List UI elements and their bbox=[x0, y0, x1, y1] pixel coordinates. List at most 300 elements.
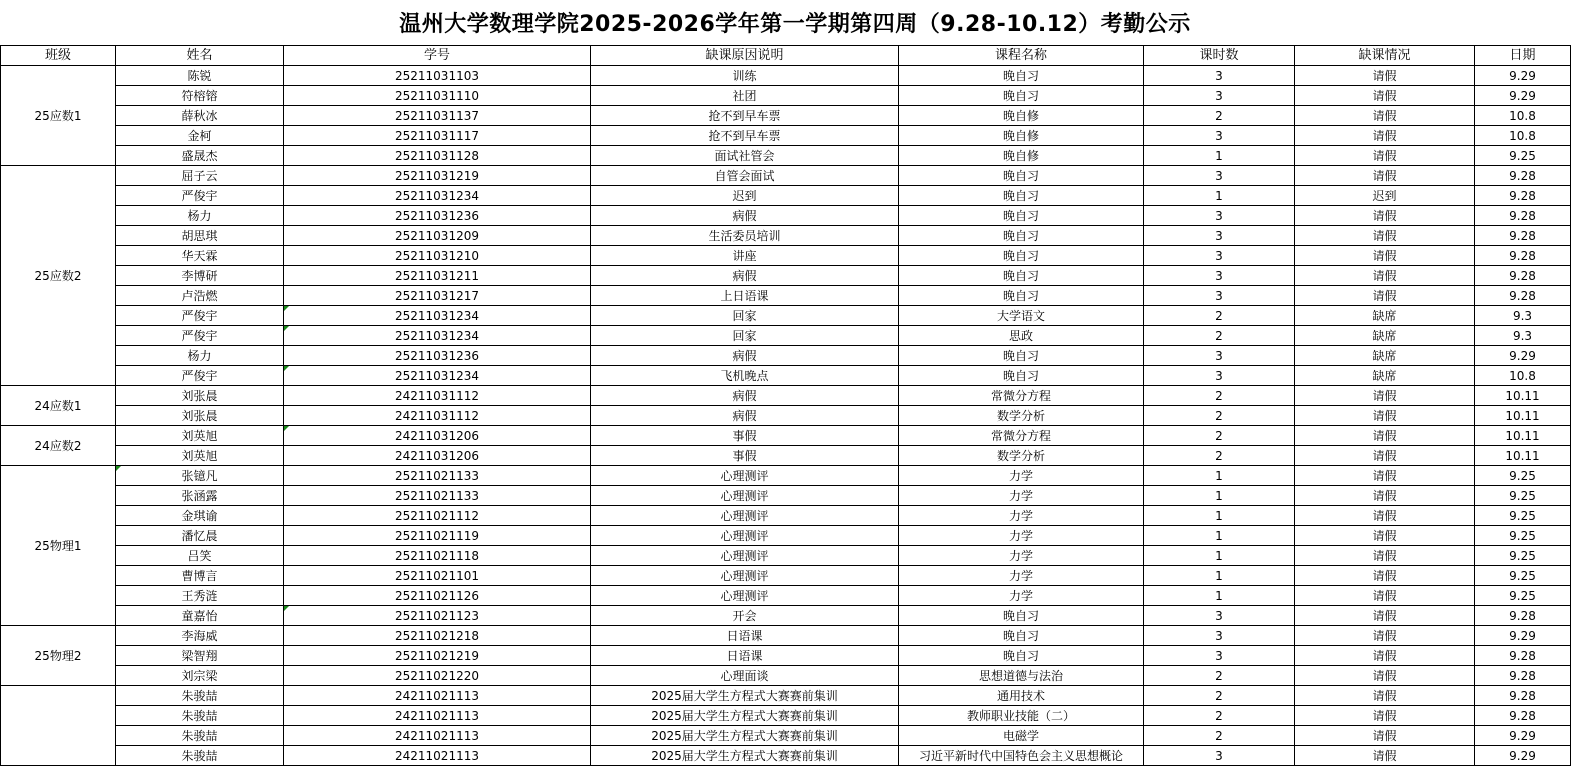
table-row bbox=[1, 346, 1571, 366]
status-cell[interactable]: 请假 bbox=[1295, 726, 1475, 746]
status-cell[interactable]: 请假 bbox=[1295, 546, 1475, 566]
student-name-cell[interactable]: 李博研 bbox=[116, 266, 284, 286]
hours-cell[interactable]: 2 bbox=[1144, 106, 1295, 126]
table-row bbox=[1, 366, 1571, 386]
hours-cell[interactable]: 1 bbox=[1144, 566, 1295, 586]
hours-cell[interactable]: 3 bbox=[1144, 346, 1295, 366]
course-cell[interactable]: 晚自修 bbox=[899, 106, 1144, 126]
course-cell[interactable]: 习近平新时代中国特色会主义思想概论 bbox=[899, 746, 1144, 766]
table-row bbox=[1, 306, 1571, 326]
student-id-cell[interactable]: 25211031117 bbox=[284, 126, 591, 146]
student-name-cell[interactable]: 盛晟杰 bbox=[116, 146, 284, 166]
date-cell[interactable]: 9.25 bbox=[1475, 506, 1571, 526]
date-cell[interactable]: 9.25 bbox=[1475, 146, 1571, 166]
reason-cell[interactable]: 心理测评 bbox=[591, 466, 899, 486]
status-cell[interactable]: 请假 bbox=[1295, 486, 1475, 506]
status-cell[interactable]: 请假 bbox=[1295, 246, 1475, 266]
reason-cell[interactable]: 飞机晚点 bbox=[591, 366, 899, 386]
course-cell[interactable]: 晚自习 bbox=[899, 86, 1144, 106]
status-cell[interactable]: 请假 bbox=[1295, 386, 1475, 406]
reason-cell[interactable]: 2025届大学生方程式大赛赛前集训 bbox=[591, 706, 899, 726]
student-name-cell[interactable]: 刘张晨 bbox=[116, 386, 284, 406]
hours-cell[interactable]: 2 bbox=[1144, 446, 1295, 466]
class-cell[interactable] bbox=[1, 686, 116, 766]
reason-cell[interactable]: 日语课 bbox=[591, 626, 899, 646]
student-id-cell[interactable]: 25211021220 bbox=[284, 666, 591, 686]
student-name-cell[interactable]: 卢浩燃 bbox=[116, 286, 284, 306]
hours-cell[interactable]: 2 bbox=[1144, 666, 1295, 686]
student-name-cell[interactable]: 童嘉怡 bbox=[116, 606, 284, 626]
student-name-cell[interactable]: 张镱凡 bbox=[116, 466, 284, 486]
status-cell[interactable]: 请假 bbox=[1295, 126, 1475, 146]
course-cell[interactable]: 晚自习 bbox=[899, 66, 1144, 86]
page-title: 温州大学数理学院2025-2026学年第一学期第四周（9.28-10.12）考勤公示 bbox=[399, 12, 1191, 37]
date-cell[interactable]: 10.11 bbox=[1475, 406, 1571, 426]
date-cell[interactable]: 10.11 bbox=[1475, 426, 1571, 446]
student-name-cell[interactable]: 符榕镕 bbox=[116, 86, 284, 106]
student-name-cell[interactable]: 潘忆晨 bbox=[116, 526, 284, 546]
reason-cell[interactable]: 病假 bbox=[591, 406, 899, 426]
status-cell[interactable]: 请假 bbox=[1295, 506, 1475, 526]
student-id-cell[interactable]: 25211021123 bbox=[284, 606, 591, 626]
attendance-table bbox=[0, 45, 1571, 766]
hours-cell[interactable]: 3 bbox=[1144, 626, 1295, 646]
student-id-cell[interactable]: 24211021113 bbox=[284, 706, 591, 726]
student-name-cell[interactable]: 严俊宇 bbox=[116, 366, 284, 386]
date-cell[interactable]: 9.28 bbox=[1475, 686, 1571, 706]
course-cell[interactable]: 晚自习 bbox=[899, 166, 1144, 186]
table-row bbox=[1, 646, 1571, 666]
status-cell[interactable]: 请假 bbox=[1295, 686, 1475, 706]
course-cell[interactable]: 通用技术 bbox=[899, 686, 1144, 706]
date-cell[interactable]: 10.8 bbox=[1475, 126, 1571, 146]
student-id-cell[interactable]: 25211031236 bbox=[284, 346, 591, 366]
course-cell[interactable]: 晚自习 bbox=[899, 206, 1144, 226]
reason-cell[interactable]: 病假 bbox=[591, 386, 899, 406]
hours-cell[interactable]: 3 bbox=[1144, 606, 1295, 626]
date-cell[interactable]: 9.29 bbox=[1475, 66, 1571, 86]
student-name-cell[interactable]: 屈子云 bbox=[116, 166, 284, 186]
hours-cell[interactable]: 3 bbox=[1144, 746, 1295, 766]
reason-cell[interactable]: 回家 bbox=[591, 326, 899, 346]
date-cell[interactable]: 10.11 bbox=[1475, 446, 1571, 466]
reason-cell[interactable]: 心理面谈 bbox=[591, 666, 899, 686]
status-cell[interactable]: 请假 bbox=[1295, 206, 1475, 226]
status-cell[interactable]: 请假 bbox=[1295, 406, 1475, 426]
hours-cell[interactable]: 1 bbox=[1144, 486, 1295, 506]
table-row bbox=[1, 586, 1571, 606]
header-course[interactable]: 课程名称 bbox=[899, 46, 1144, 66]
status-cell[interactable]: 缺席 bbox=[1295, 346, 1475, 366]
date-cell[interactable]: 9.28 bbox=[1475, 286, 1571, 306]
status-cell[interactable]: 请假 bbox=[1295, 626, 1475, 646]
reason-cell[interactable]: 病假 bbox=[591, 266, 899, 286]
date-cell[interactable]: 9.29 bbox=[1475, 746, 1571, 766]
date-cell[interactable]: 9.29 bbox=[1475, 626, 1571, 646]
table-row bbox=[1, 426, 1571, 446]
student-name-cell[interactable]: 严俊宇 bbox=[116, 306, 284, 326]
date-cell[interactable]: 9.28 bbox=[1475, 646, 1571, 666]
hours-cell[interactable]: 1 bbox=[1144, 466, 1295, 486]
status-cell[interactable]: 请假 bbox=[1295, 586, 1475, 606]
status-cell[interactable]: 缺席 bbox=[1295, 366, 1475, 386]
course-cell[interactable]: 电磁学 bbox=[899, 726, 1144, 746]
table-row bbox=[1, 506, 1571, 526]
date-cell[interactable]: 9.25 bbox=[1475, 546, 1571, 566]
student-name-cell[interactable]: 朱骏喆 bbox=[116, 686, 284, 706]
status-cell[interactable]: 请假 bbox=[1295, 646, 1475, 666]
hours-cell[interactable]: 1 bbox=[1144, 546, 1295, 566]
student-name-cell[interactable]: 杨力 bbox=[116, 346, 284, 366]
course-cell[interactable]: 晚自习 bbox=[899, 606, 1144, 626]
reason-cell[interactable]: 社团 bbox=[591, 86, 899, 106]
student-id-cell[interactable]: 25211021101 bbox=[284, 566, 591, 586]
student-id-cell[interactable]: 25211021133 bbox=[284, 486, 591, 506]
table-row bbox=[1, 146, 1571, 166]
hours-cell[interactable]: 2 bbox=[1144, 406, 1295, 426]
reason-cell[interactable]: 开会 bbox=[591, 606, 899, 626]
date-cell[interactable]: 9.28 bbox=[1475, 166, 1571, 186]
reason-cell[interactable]: 讲座 bbox=[591, 246, 899, 266]
course-cell[interactable]: 晚自习 bbox=[899, 246, 1144, 266]
student-id-cell[interactable]: 25211021133 bbox=[284, 466, 591, 486]
student-id-cell[interactable]: 25211031128 bbox=[284, 146, 591, 166]
table-row bbox=[1, 86, 1571, 106]
status-cell[interactable]: 请假 bbox=[1295, 666, 1475, 686]
date-cell[interactable]: 9.25 bbox=[1475, 526, 1571, 546]
reason-cell[interactable]: 病假 bbox=[591, 346, 899, 366]
table-row bbox=[1, 106, 1571, 126]
student-id-cell[interactable]: 25211031236 bbox=[284, 206, 591, 226]
date-cell[interactable]: 9.28 bbox=[1475, 606, 1571, 626]
student-name-cell[interactable]: 张涵露 bbox=[116, 486, 284, 506]
reason-cell[interactable]: 面试社管会 bbox=[591, 146, 899, 166]
status-cell[interactable]: 请假 bbox=[1295, 526, 1475, 546]
status-cell[interactable]: 迟到 bbox=[1295, 186, 1475, 206]
date-cell[interactable]: 9.28 bbox=[1475, 246, 1571, 266]
table-row bbox=[1, 686, 1571, 706]
status-cell[interactable]: 请假 bbox=[1295, 746, 1475, 766]
date-cell[interactable]: 9.28 bbox=[1475, 666, 1571, 686]
student-name-cell[interactable]: 朱骏喆 bbox=[116, 706, 284, 726]
reason-cell[interactable]: 心理测评 bbox=[591, 566, 899, 586]
student-name-cell[interactable]: 金柯 bbox=[116, 126, 284, 146]
course-cell[interactable]: 晚自修 bbox=[899, 146, 1144, 166]
student-id-cell[interactable]: 25211021119 bbox=[284, 526, 591, 546]
course-cell[interactable]: 数学分析 bbox=[899, 406, 1144, 426]
status-cell[interactable]: 缺席 bbox=[1295, 306, 1475, 326]
date-cell[interactable]: 9.25 bbox=[1475, 586, 1571, 606]
hours-cell[interactable]: 3 bbox=[1144, 286, 1295, 306]
student-name-cell[interactable]: 刘张晨 bbox=[116, 406, 284, 426]
table-row bbox=[1, 246, 1571, 266]
hours-cell[interactable]: 3 bbox=[1144, 166, 1295, 186]
course-cell[interactable]: 晚自修 bbox=[899, 126, 1144, 146]
student-name-cell[interactable]: 梁智翔 bbox=[116, 646, 284, 666]
date-cell[interactable]: 9.3 bbox=[1475, 326, 1571, 346]
status-cell[interactable]: 请假 bbox=[1295, 226, 1475, 246]
table-row bbox=[1, 206, 1571, 226]
class-cell[interactable]: 25物理2 bbox=[1, 626, 116, 686]
table-row bbox=[1, 706, 1571, 726]
course-cell[interactable]: 力学 bbox=[899, 526, 1144, 546]
hours-cell[interactable]: 2 bbox=[1144, 686, 1295, 706]
status-cell[interactable]: 请假 bbox=[1295, 566, 1475, 586]
table-row bbox=[1, 566, 1571, 586]
student-id-cell[interactable]: 25211021112 bbox=[284, 506, 591, 526]
date-cell[interactable]: 9.25 bbox=[1475, 486, 1571, 506]
table-row bbox=[1, 726, 1571, 746]
student-name-cell[interactable]: 刘英旭 bbox=[116, 446, 284, 466]
table-row bbox=[1, 466, 1571, 486]
class-cell[interactable]: 25应数1 bbox=[1, 66, 116, 166]
student-name-cell[interactable]: 曹博言 bbox=[116, 566, 284, 586]
date-cell[interactable]: 9.28 bbox=[1475, 266, 1571, 286]
status-cell[interactable]: 请假 bbox=[1295, 86, 1475, 106]
date-cell[interactable]: 9.3 bbox=[1475, 306, 1571, 326]
table-row bbox=[1, 286, 1571, 306]
table-row bbox=[1, 326, 1571, 346]
hours-cell[interactable]: 3 bbox=[1144, 226, 1295, 246]
date-cell[interactable]: 9.29 bbox=[1475, 346, 1571, 366]
hours-cell[interactable]: 2 bbox=[1144, 306, 1295, 326]
header-name[interactable]: 姓名 bbox=[116, 46, 284, 66]
course-cell[interactable]: 晚自习 bbox=[899, 646, 1144, 666]
student-name-cell[interactable]: 朱骏喆 bbox=[116, 746, 284, 766]
hours-cell[interactable]: 1 bbox=[1144, 586, 1295, 606]
course-cell[interactable]: 常微分方程 bbox=[899, 386, 1144, 406]
status-cell[interactable]: 请假 bbox=[1295, 166, 1475, 186]
reason-cell[interactable]: 2025届大学生方程式大赛赛前集训 bbox=[591, 686, 899, 706]
course-cell[interactable]: 思政 bbox=[899, 326, 1144, 346]
hours-cell[interactable]: 3 bbox=[1144, 206, 1295, 226]
table-row bbox=[1, 626, 1571, 646]
status-cell[interactable]: 请假 bbox=[1295, 146, 1475, 166]
student-id-cell[interactable]: 24211031112 bbox=[284, 406, 591, 426]
student-id-cell[interactable]: 24211031206 bbox=[284, 426, 591, 446]
status-cell[interactable]: 请假 bbox=[1295, 286, 1475, 306]
table-row bbox=[1, 746, 1571, 766]
hours-cell[interactable]: 3 bbox=[1144, 86, 1295, 106]
reason-cell[interactable]: 心理测评 bbox=[591, 486, 899, 506]
hours-cell[interactable]: 2 bbox=[1144, 426, 1295, 446]
course-cell[interactable]: 力学 bbox=[899, 486, 1144, 506]
hours-cell[interactable]: 2 bbox=[1144, 706, 1295, 726]
hours-cell[interactable]: 3 bbox=[1144, 366, 1295, 386]
date-cell[interactable]: 10.8 bbox=[1475, 106, 1571, 126]
header-status[interactable]: 缺课情况 bbox=[1295, 46, 1475, 66]
course-cell[interactable]: 晚自习 bbox=[899, 626, 1144, 646]
table-row bbox=[1, 606, 1571, 626]
student-id-cell[interactable]: 24211021113 bbox=[284, 726, 591, 746]
header-student-id[interactable]: 学号 bbox=[284, 46, 591, 66]
student-name-cell[interactable]: 刘英旭 bbox=[116, 426, 284, 446]
date-cell[interactable]: 10.11 bbox=[1475, 386, 1571, 406]
date-cell[interactable]: 9.29 bbox=[1475, 726, 1571, 746]
table-row bbox=[1, 186, 1571, 206]
reason-cell[interactable]: 迟到 bbox=[591, 186, 899, 206]
status-cell[interactable]: 请假 bbox=[1295, 66, 1475, 86]
student-name-cell[interactable]: 吕笑 bbox=[116, 546, 284, 566]
reason-cell[interactable]: 病假 bbox=[591, 206, 899, 226]
hours-cell[interactable]: 2 bbox=[1144, 326, 1295, 346]
student-name-cell[interactable]: 金琪谕 bbox=[116, 506, 284, 526]
student-id-cell[interactable]: 25211021118 bbox=[284, 546, 591, 566]
table-row bbox=[1, 166, 1571, 186]
date-cell[interactable]: 9.28 bbox=[1475, 226, 1571, 246]
student-id-cell[interactable]: 25211021219 bbox=[284, 646, 591, 666]
table-row bbox=[1, 266, 1571, 286]
table-body bbox=[1, 66, 1571, 766]
student-name-cell[interactable]: 严俊宇 bbox=[116, 186, 284, 206]
date-cell[interactable]: 9.28 bbox=[1475, 706, 1571, 726]
table-row bbox=[1, 486, 1571, 506]
status-cell[interactable]: 请假 bbox=[1295, 706, 1475, 726]
hours-cell[interactable]: 2 bbox=[1144, 726, 1295, 746]
reason-cell[interactable]: 心理测评 bbox=[591, 586, 899, 606]
hours-cell[interactable]: 1 bbox=[1144, 506, 1295, 526]
student-id-cell[interactable]: 25211031103 bbox=[284, 66, 591, 86]
reason-cell[interactable]: 2025届大学生方程式大赛赛前集训 bbox=[591, 746, 899, 766]
student-name-cell[interactable]: 朱骏喆 bbox=[116, 726, 284, 746]
date-cell[interactable]: 9.28 bbox=[1475, 186, 1571, 206]
student-id-cell[interactable]: 24211021113 bbox=[284, 686, 591, 706]
course-cell[interactable]: 力学 bbox=[899, 506, 1144, 526]
student-name-cell[interactable]: 华天霖 bbox=[116, 246, 284, 266]
student-name-cell[interactable]: 李海威 bbox=[116, 626, 284, 646]
hours-cell[interactable]: 3 bbox=[1144, 66, 1295, 86]
student-id-cell[interactable]: 24211031206 bbox=[284, 446, 591, 466]
student-name-cell[interactable]: 严俊宇 bbox=[116, 326, 284, 346]
hours-cell[interactable]: 3 bbox=[1144, 246, 1295, 266]
hours-cell[interactable]: 3 bbox=[1144, 646, 1295, 666]
student-name-cell[interactable]: 薛秋冰 bbox=[116, 106, 284, 126]
hours-cell[interactable]: 1 bbox=[1144, 146, 1295, 166]
header-date[interactable]: 日期 bbox=[1475, 46, 1571, 66]
header-reason[interactable]: 缺课原因说明 bbox=[591, 46, 899, 66]
course-cell[interactable]: 力学 bbox=[899, 546, 1144, 566]
status-cell[interactable]: 请假 bbox=[1295, 426, 1475, 446]
reason-cell[interactable]: 上日语课 bbox=[591, 286, 899, 306]
date-cell[interactable]: 9.29 bbox=[1475, 86, 1571, 106]
table-row bbox=[1, 406, 1571, 426]
reason-cell[interactable]: 2025届大学生方程式大赛赛前集训 bbox=[591, 726, 899, 746]
course-cell[interactable]: 常微分方程 bbox=[899, 426, 1144, 446]
table-row bbox=[1, 226, 1571, 246]
course-cell[interactable]: 大学语文 bbox=[899, 306, 1144, 326]
course-cell[interactable]: 教师职业技能（二） bbox=[899, 706, 1144, 726]
date-cell[interactable]: 9.25 bbox=[1475, 466, 1571, 486]
hours-cell[interactable]: 1 bbox=[1144, 186, 1295, 206]
student-id-cell[interactable]: 25211021126 bbox=[284, 586, 591, 606]
table-row bbox=[1, 546, 1571, 566]
course-cell[interactable]: 思想道德与法治 bbox=[899, 666, 1144, 686]
header-row bbox=[1, 46, 1571, 66]
student-id-cell[interactable]: 25211031209 bbox=[284, 226, 591, 246]
title-row bbox=[0, 0, 1590, 45]
table-row bbox=[1, 126, 1571, 146]
class-cell[interactable]: 24应数1 bbox=[1, 386, 116, 426]
table-row bbox=[1, 66, 1571, 86]
student-id-cell[interactable]: 25211031110 bbox=[284, 86, 591, 106]
student-name-cell[interactable]: 刘宗梁 bbox=[116, 666, 284, 686]
status-cell[interactable]: 请假 bbox=[1295, 106, 1475, 126]
student-id-cell[interactable]: 25211021218 bbox=[284, 626, 591, 646]
status-cell[interactable]: 请假 bbox=[1295, 446, 1475, 466]
student-id-cell[interactable]: 25211031219 bbox=[284, 166, 591, 186]
reason-cell[interactable]: 自管会面试 bbox=[591, 166, 899, 186]
class-cell[interactable]: 25物理1 bbox=[1, 466, 116, 626]
status-cell[interactable]: 请假 bbox=[1295, 606, 1475, 626]
reason-cell[interactable]: 心理测评 bbox=[591, 546, 899, 566]
course-cell[interactable]: 晚自习 bbox=[899, 346, 1144, 366]
status-cell[interactable]: 请假 bbox=[1295, 266, 1475, 286]
reason-cell[interactable]: 回家 bbox=[591, 306, 899, 326]
student-id-cell[interactable]: 25211031210 bbox=[284, 246, 591, 266]
student-id-cell[interactable]: 25211031217 bbox=[284, 286, 591, 306]
header-class[interactable]: 班级 bbox=[1, 46, 116, 66]
hours-cell[interactable]: 1 bbox=[1144, 526, 1295, 546]
reason-cell[interactable]: 事假 bbox=[591, 446, 899, 466]
date-cell[interactable]: 9.25 bbox=[1475, 566, 1571, 586]
student-id-cell[interactable]: 24211021113 bbox=[284, 746, 591, 766]
status-cell[interactable]: 缺席 bbox=[1295, 326, 1475, 346]
student-id-cell[interactable]: 25211031137 bbox=[284, 106, 591, 126]
student-id-cell[interactable]: 25211031234 bbox=[284, 186, 591, 206]
reason-cell[interactable]: 事假 bbox=[591, 426, 899, 446]
reason-cell[interactable]: 日语课 bbox=[591, 646, 899, 666]
student-name-cell[interactable]: 胡思琪 bbox=[116, 226, 284, 246]
student-id-cell[interactable]: 25211031234 bbox=[284, 306, 591, 326]
course-cell[interactable]: 晚自习 bbox=[899, 286, 1144, 306]
course-cell[interactable]: 晚自习 bbox=[899, 186, 1144, 206]
table-row bbox=[1, 386, 1571, 406]
course-cell[interactable]: 数学分析 bbox=[899, 446, 1144, 466]
hours-cell[interactable]: 3 bbox=[1144, 266, 1295, 286]
student-name-cell[interactable]: 杨力 bbox=[116, 206, 284, 226]
class-cell[interactable]: 24应数2 bbox=[1, 426, 116, 466]
header-hours[interactable]: 课时数 bbox=[1144, 46, 1295, 66]
student-id-cell[interactable]: 24211031112 bbox=[284, 386, 591, 406]
hours-cell[interactable]: 2 bbox=[1144, 386, 1295, 406]
course-cell[interactable]: 晚自习 bbox=[899, 366, 1144, 386]
course-cell[interactable]: 力学 bbox=[899, 586, 1144, 606]
reason-cell[interactable]: 抢不到早车票 bbox=[591, 106, 899, 126]
class-cell[interactable]: 25应数2 bbox=[1, 166, 116, 386]
course-cell[interactable]: 晚自习 bbox=[899, 226, 1144, 246]
student-id-cell[interactable]: 25211031211 bbox=[284, 266, 591, 286]
table-row bbox=[1, 526, 1571, 546]
student-name-cell[interactable]: 王秀涟 bbox=[116, 586, 284, 606]
reason-cell[interactable]: 心理测评 bbox=[591, 506, 899, 526]
date-cell[interactable]: 10.8 bbox=[1475, 366, 1571, 386]
table-row bbox=[1, 446, 1571, 466]
status-cell[interactable]: 请假 bbox=[1295, 466, 1475, 486]
reason-cell[interactable]: 训练 bbox=[591, 66, 899, 86]
reason-cell[interactable]: 抢不到早车票 bbox=[591, 126, 899, 146]
reason-cell[interactable]: 生活委员培训 bbox=[591, 226, 899, 246]
course-cell[interactable]: 力学 bbox=[899, 466, 1144, 486]
student-id-cell[interactable]: 25211031234 bbox=[284, 366, 591, 386]
student-name-cell[interactable]: 陈锐 bbox=[116, 66, 284, 86]
course-cell[interactable]: 力学 bbox=[899, 566, 1144, 586]
reason-cell[interactable]: 心理测评 bbox=[591, 526, 899, 546]
table-row bbox=[1, 666, 1571, 686]
student-id-cell[interactable]: 25211031234 bbox=[284, 326, 591, 346]
date-cell[interactable]: 9.28 bbox=[1475, 206, 1571, 226]
course-cell[interactable]: 晚自习 bbox=[899, 266, 1144, 286]
hours-cell[interactable]: 3 bbox=[1144, 126, 1295, 146]
